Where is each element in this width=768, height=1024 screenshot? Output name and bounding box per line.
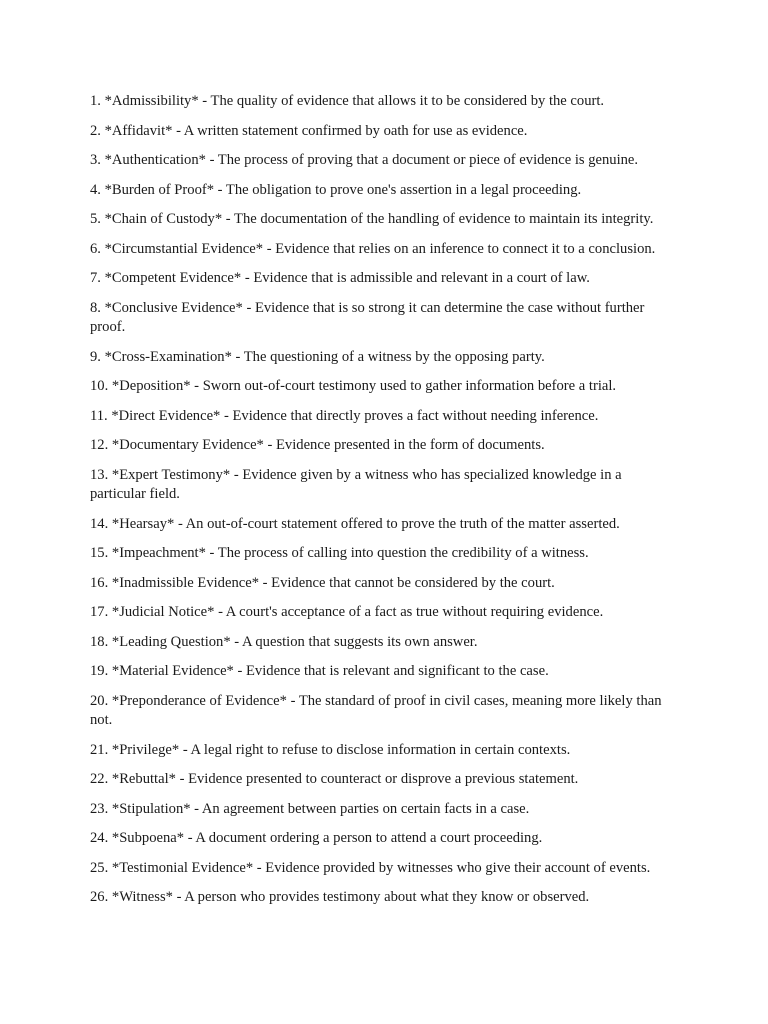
glossary-entry: 1. *Admissibility* - The quality of evidence that allows it to be considered by the court. xyxy=(90,93,605,109)
glossary-entry: 13. *Expert Testimony* - Evidence given by a witness who has specialized knowledge in a particular field. xyxy=(90,466,622,502)
glossary-entry: 18. *Leading Question* - A question that suggests its own answer. xyxy=(90,633,478,650)
glossary-entry: 11. *Direct Evidence* - Evidence that directly proves a fact without needing inference. xyxy=(90,407,599,424)
glossary-entry: 21. *Privilege* - A legal right to refuse to disclose information in certain contexts. xyxy=(90,741,571,758)
glossary-entry: 24. *Subpoena* - A document ordering a person to attend a court proceeding. xyxy=(90,830,543,846)
glossary-entry: 8. *Conclusive Evidence* - Evidence that is so strong it can determine the case without further proof. xyxy=(90,299,645,335)
glossary-entry: 4. *Burden of Proof* - The obligation to prove one's assertion in a legal proceeding. xyxy=(90,181,582,198)
glossary-entry: 5. *Chain of Custody* - The documentation of the handling of evidence to maintain its integrity. xyxy=(90,211,654,227)
glossary-entry: 23. *Stipulation* - An agreement between parties on certain facts in a case. xyxy=(90,800,530,817)
glossary-entry: 6. *Circumstantial Evidence* - Evidence that relies on an inference to connect it to a conclusion. xyxy=(90,240,656,257)
glossary-list xyxy=(90,92,680,918)
glossary-entry: 3. *Authentication* - The process of proving that a document or piece of evidence is genuine. xyxy=(90,152,639,168)
glossary-entry: 16. *Inadmissible Evidence* - Evidence that cannot be considered by the court. xyxy=(90,574,555,591)
glossary-entry: 14. *Hearsay* - An out-of-court statement offered to prove the truth of the matter asserted. xyxy=(90,515,620,532)
glossary-entry: 19. *Material Evidence* - Evidence that is relevant and significant to the case. xyxy=(90,663,549,679)
glossary-entry: 25. *Testimonial Evidence* - Evidence provided by witnesses who give their account of events. xyxy=(90,859,651,876)
glossary-entry: 12. *Documentary Evidence* - Evidence presented in the form of documents. xyxy=(90,437,545,453)
glossary-entry: 22. *Rebuttal* - Evidence presented to counteract or disprove a previous statement. xyxy=(90,771,579,787)
glossary-entry: 15. *Impeachment* - The process of calling into question the credibility of a witness. xyxy=(90,545,589,561)
glossary-entry: 9. *Cross-Examination* - The questioning of a witness by the opposing party. xyxy=(90,348,545,365)
glossary-entry: 26. *Witness* - A person who provides testimony about what they know or observed. xyxy=(90,889,590,905)
glossary-entry: 7. *Competent Evidence* - Evidence that is admissible and relevant in a court of law. xyxy=(90,270,590,286)
glossary-entry: 17. *Judicial Notice* - A court's acceptance of a fact as true without requiring evidence. xyxy=(90,604,604,620)
glossary-entry: 2. *Affidavit* - A written statement confirmed by oath for use as evidence. xyxy=(90,122,528,139)
glossary-entry: 10. *Deposition* - Sworn out-of-court testimony used to gather information before a trial. xyxy=(90,378,617,394)
glossary-entry: 20. *Preponderance of Evidence* - The standard of proof in civil cases, meaning more likely than not. xyxy=(90,692,662,728)
